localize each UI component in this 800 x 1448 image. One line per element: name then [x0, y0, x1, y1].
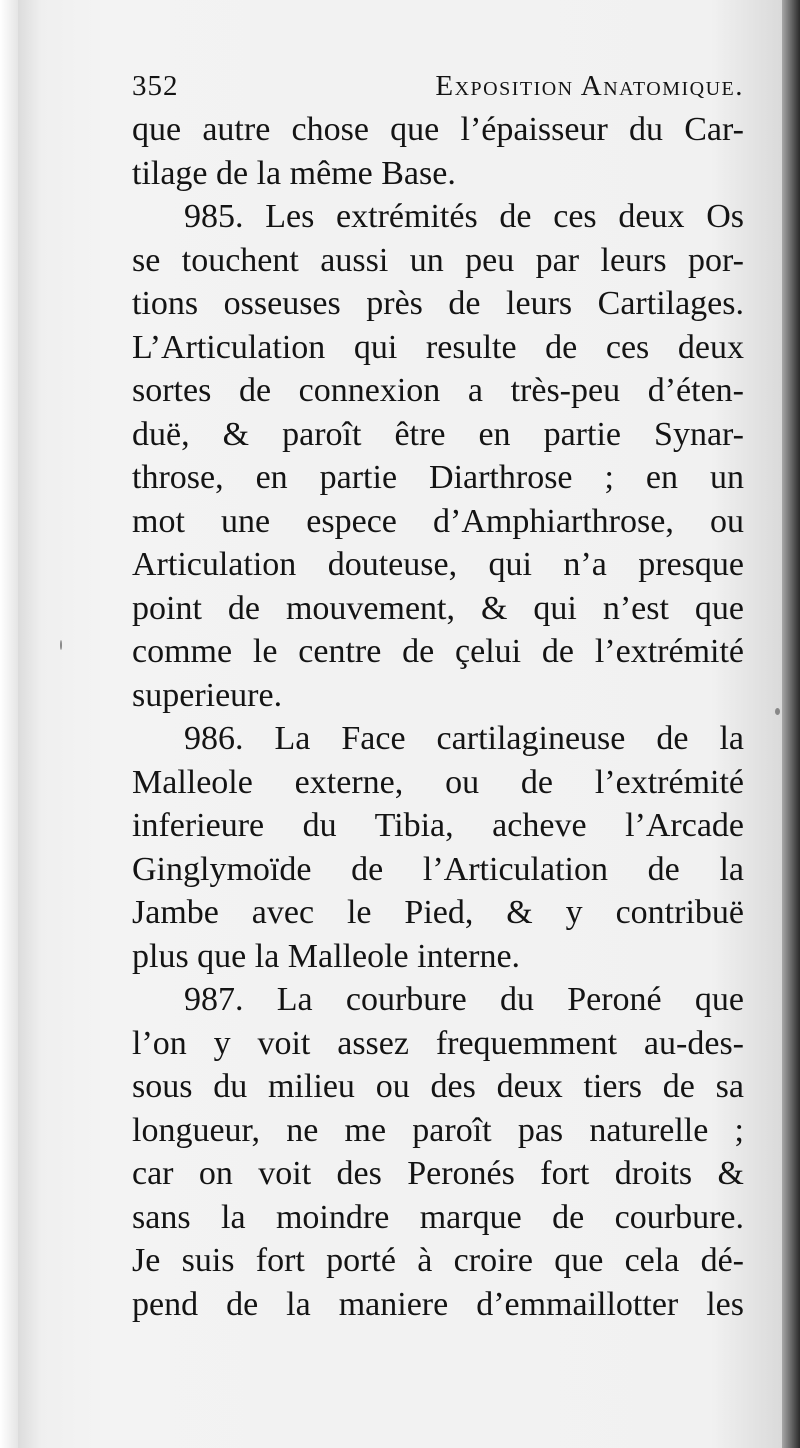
text-line: plus que la Malleole interne. — [132, 937, 521, 975]
text-line: sans la moindre marque de courbure. — [132, 1198, 744, 1236]
text-line: point de mouvement, & qui n’est que — [132, 589, 744, 627]
text-line: tions osseuses près de leurs Cartilages. — [132, 285, 744, 322]
text-line: duë, & paroît être en partie Synar- — [132, 415, 744, 453]
page-gutter-shadow — [782, 0, 800, 1448]
text-line: que autre chose que l’épaisseur du Car- — [132, 111, 744, 148]
left-margin — [0, 0, 18, 1448]
text-line: Malleole externe, ou de l’extrémité — [132, 763, 744, 801]
running-head — [132, 64, 744, 108]
text-line: sous du milieu ou des deux tiers de sa — [132, 1068, 744, 1105]
text-line: mot une espece d’Amphiarthrose, ou — [132, 502, 744, 540]
text-line: Je suis fort porté à croire que cela dé- — [132, 1242, 744, 1279]
text-line: Ginglymoïde de l’Articulation de la — [132, 850, 744, 888]
text-line: tilage de la même Base. — [132, 154, 456, 192]
page-text — [132, 64, 744, 1326]
text-line: longueur, ne me paroît pas naturelle ; — [132, 1111, 744, 1149]
text-line: pend de la maniere d’emmaillotter les — [132, 1285, 744, 1323]
body-text — [132, 108, 744, 1326]
text-line: Articulation douteuse, qui n’a presque — [132, 546, 744, 583]
text-line: l’on y voit assez frequemment au-des- — [132, 1024, 744, 1062]
text-line: throse, en partie Diarthrose ; en un — [132, 459, 744, 496]
text-line: L’Articulation qui resulte de ces deux — [132, 328, 744, 366]
text-line: Jambe avec le Pied, & y contribuë — [132, 894, 744, 931]
running-title: Exposition Anatomique. — [435, 70, 744, 102]
ink-speck — [60, 640, 62, 650]
text-line: inferieure du Tibia, acheve l’Arcade — [132, 807, 744, 844]
text-line: car on voit des Peronés fort droits & — [132, 1155, 744, 1192]
text-line: se touchent aussi un peu par leurs por- — [132, 241, 744, 279]
text-line: comme le centre de çelui de l’extrémité — [132, 633, 744, 670]
text-line: 987. La courbure du Peroné que — [184, 981, 744, 1018]
text-line: 986. La Face cartilagineuse de la — [184, 720, 744, 757]
text-line: 985. Les extrémités de ces deux Os — [184, 198, 744, 235]
ink-speck — [775, 708, 780, 715]
page-number: 352 — [132, 70, 179, 102]
text-line: sortes de connexion a très-peu d’éten- — [132, 372, 744, 409]
text-line: superieure. — [132, 676, 283, 714]
